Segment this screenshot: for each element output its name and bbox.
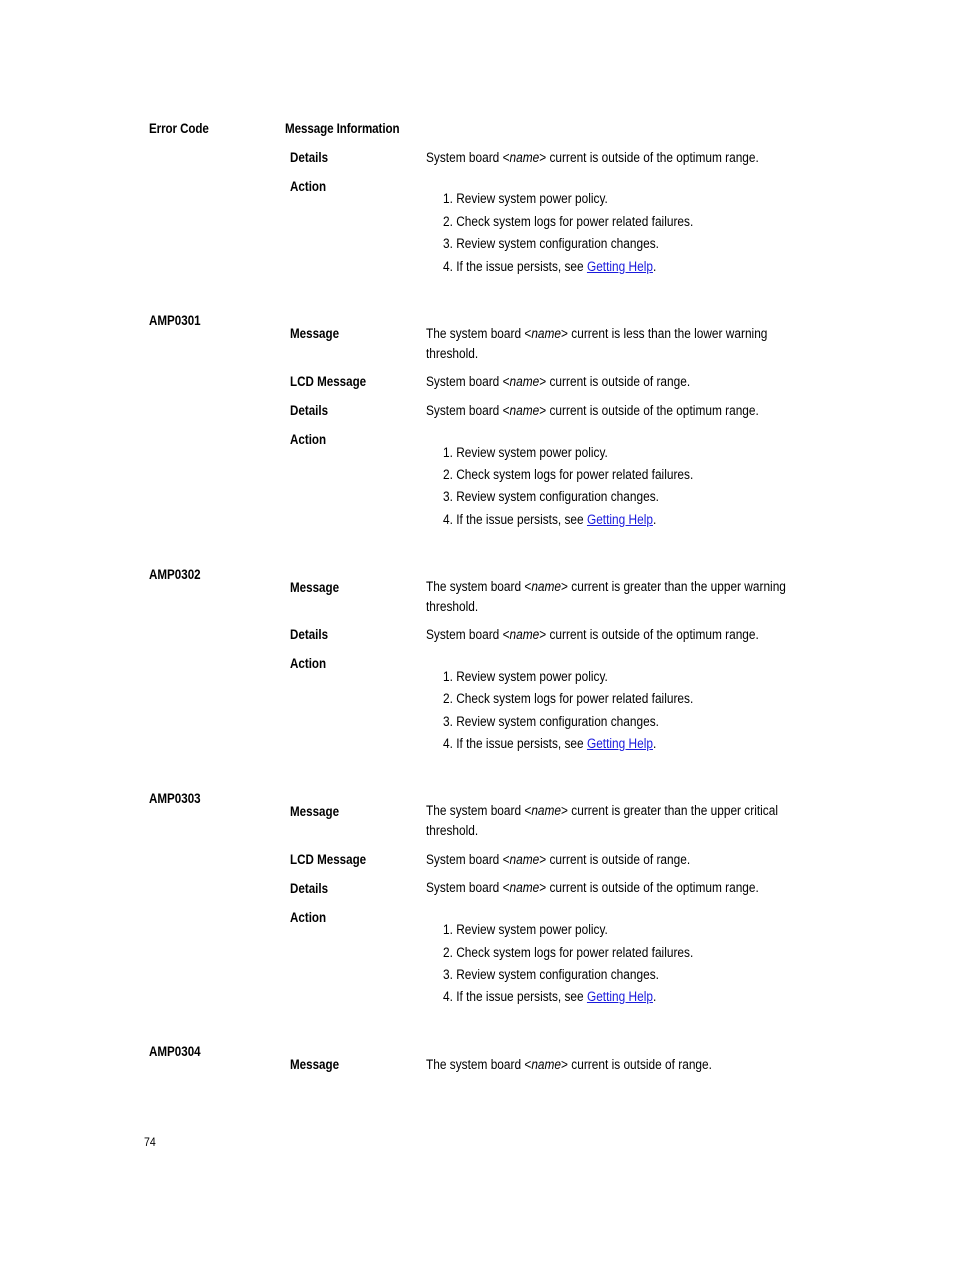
message-label: Message (290, 326, 340, 341)
action-step-4: 4. If the issue persists, see Getting Help. (443, 989, 657, 1004)
action-label: Action (290, 910, 327, 925)
error-code-amp0303: AMP0303 (149, 791, 201, 806)
action-step-3: 3. Review system configuration changes. (443, 714, 659, 729)
lcd-message-label: LCD Message (290, 852, 367, 867)
name-placeholder: name (531, 803, 562, 818)
column-header-message-information: Message Information (285, 121, 400, 136)
details-text: System board <name> current is outside of the optimum range. (426, 403, 759, 418)
details-text: System board <name> current is outside of the optimum range. (426, 880, 759, 895)
message-text: The system board <name> current is less than the lower warning threshold. (426, 326, 768, 361)
name-placeholder: name (531, 1057, 562, 1072)
name-placeholder: name (509, 880, 540, 895)
message-text: The system board <name> current is greater than the upper warning threshold. (426, 579, 786, 614)
name-placeholder: name (509, 150, 540, 165)
details-text: System board <name> current is outside of the optimum range. (426, 627, 759, 642)
details-text: System board <name> current is outside of the optimum range. (426, 150, 759, 165)
getting-help-link[interactable]: Getting Help (586, 736, 653, 751)
action-step-3: 3. Review system configuration changes. (443, 489, 659, 504)
message-label: Message (290, 804, 340, 819)
message-label: Message (290, 580, 340, 595)
details-label: Details (290, 403, 329, 418)
name-placeholder: name (509, 852, 540, 867)
action-step-1: 1. Review system power policy. (443, 922, 608, 937)
details-label: Details (290, 627, 329, 642)
name-placeholder: name (509, 374, 540, 389)
getting-help-link[interactable]: Getting Help (586, 259, 653, 274)
action-label: Action (290, 656, 327, 671)
error-code-amp0302: AMP0302 (149, 567, 201, 582)
getting-help-link[interactable]: Getting Help (586, 512, 653, 527)
name-placeholder: name (531, 579, 562, 594)
action-step-4: 4. If the issue persists, see Getting Help. (443, 259, 657, 274)
action-step-1: 1. Review system power policy. (443, 191, 608, 206)
page-number: 74 (144, 1135, 156, 1149)
action-step-2: 2. Check system logs for power related failures. (443, 467, 694, 482)
details-label: Details (290, 150, 329, 165)
action-label: Action (290, 432, 327, 447)
message-text: The system board <name> current is greater than the upper critical threshold. (426, 803, 778, 838)
action-step-3: 3. Review system configuration changes. (443, 236, 659, 251)
lcd-message-text: System board <name> current is outside of range. (426, 852, 691, 867)
name-placeholder: name (509, 627, 540, 642)
name-placeholder: name (509, 403, 540, 418)
error-code-amp0301: AMP0301 (149, 313, 201, 328)
action-label: Action (290, 179, 327, 194)
lcd-message-text: System board <name> current is outside of range. (426, 374, 691, 389)
action-step-2: 2. Check system logs for power related failures. (443, 691, 694, 706)
action-step-1: 1. Review system power policy. (443, 669, 608, 684)
action-step-2: 2. Check system logs for power related failures. (443, 214, 694, 229)
action-step-4: 4. If the issue persists, see Getting Help. (443, 512, 657, 527)
action-step-2: 2. Check system logs for power related failures. (443, 945, 694, 960)
action-step-1: 1. Review system power policy. (443, 445, 608, 460)
message-label: Message (290, 1057, 340, 1072)
lcd-message-label: LCD Message (290, 374, 367, 389)
message-text: The system board <name> current is outside of range. (426, 1057, 712, 1072)
getting-help-link[interactable]: Getting Help (586, 989, 653, 1004)
details-label: Details (290, 881, 329, 896)
action-step-3: 3. Review system configuration changes. (443, 967, 659, 982)
column-header-error-code: Error Code (149, 121, 209, 136)
name-placeholder: name (531, 326, 562, 341)
action-step-4: 4. If the issue persists, see Getting Help. (443, 736, 657, 751)
error-code-amp0304: AMP0304 (149, 1044, 201, 1059)
